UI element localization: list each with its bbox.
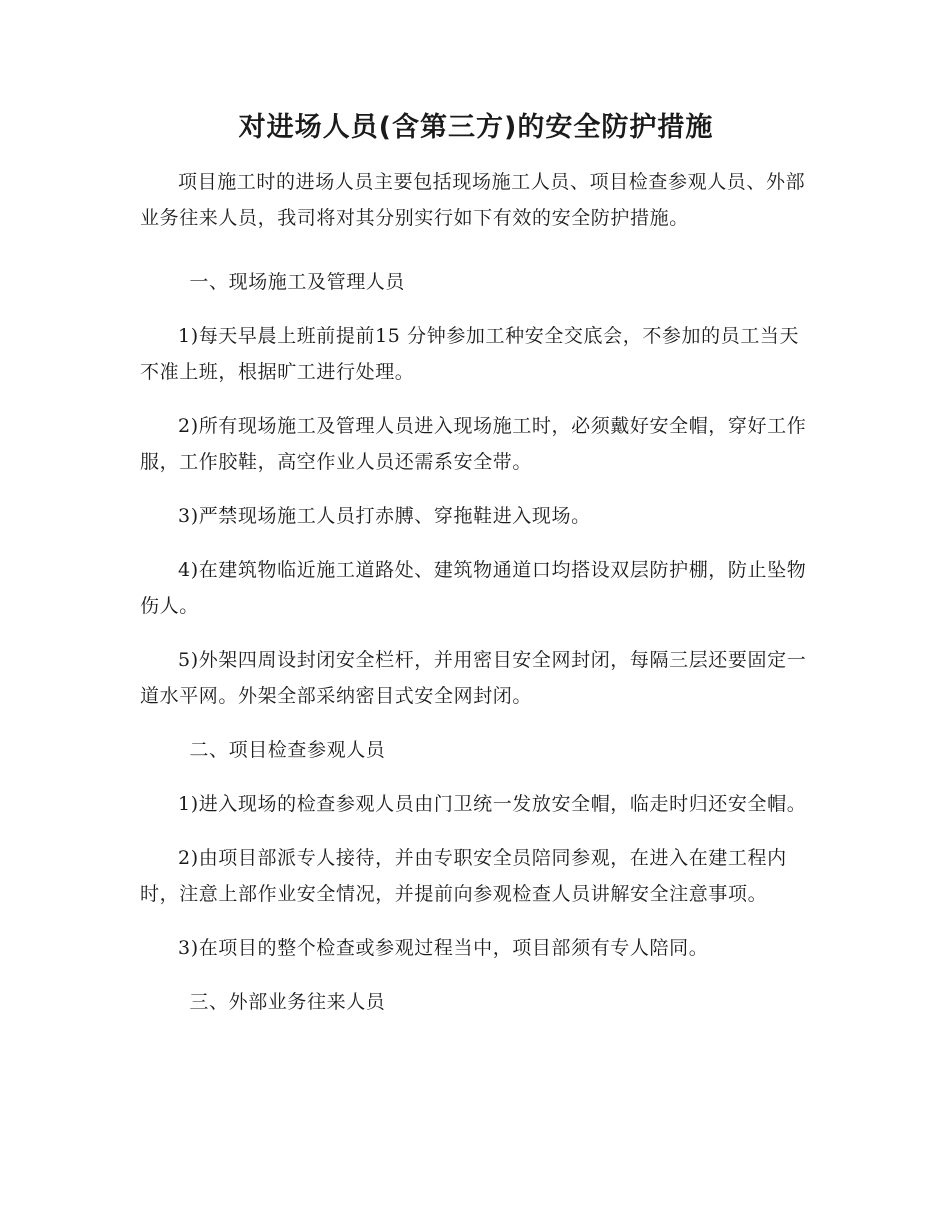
- list-item: 5)外架四周设封闭安全栏杆，并用密目安全网封闭，每隔三层还要固定一道水平网。外架全部采纳密目式安全网封闭。: [140, 649, 807, 707]
- section-heading-2: 二、项目检查参观人员: [189, 739, 386, 761]
- document-title: 对进场人员(含第三方)的安全防护措施: [238, 112, 714, 143]
- list-item: 1)进入现场的检查参观人员由门卫统一发放安全帽，临走时归还安全帽。: [178, 793, 807, 815]
- list-item: 2)由项目部派专人接待，并由专职安全员陪同参观，在进入在建工程内时，注意上部作业安全情况，并提前向参观检查人员讲解安全注意事项。: [140, 847, 787, 905]
- intro-paragraph: 项目施工时的进场人员主要包括现场施工人员、项目检查参观人员、外部业务往来人员，我司将对其分别实行如下有效的安全防护措施。: [140, 171, 806, 229]
- list-item: 3)在项目的整个检查或参观过程当中，项目部须有专人陪同。: [178, 937, 709, 959]
- list-item: 2)所有现场施工及管理人员进入现场施工时，必须戴好安全帽，穿好工作服，工作胶鞋，高空作业人员还需系安全带。: [140, 415, 807, 473]
- section-heading-1: 一、现场施工及管理人员: [189, 271, 405, 293]
- list-item: 1)每天早晨上班前提前15 分钟参加工种安全交底会，不参加的员工当天不准上班，根据旷工进行处理。: [140, 325, 800, 383]
- document-page: [140, 108, 812, 1038]
- list-item: 4)在建筑物临近施工道路处、建筑物通道口均搭设双层防护棚，防止坠物伤人。: [140, 559, 807, 617]
- list-item: 3)严禁现场施工人员打赤膊、穿拖鞋进入现场。: [178, 505, 591, 527]
- section-heading-3: 三、外部业务往来人员: [189, 991, 386, 1013]
